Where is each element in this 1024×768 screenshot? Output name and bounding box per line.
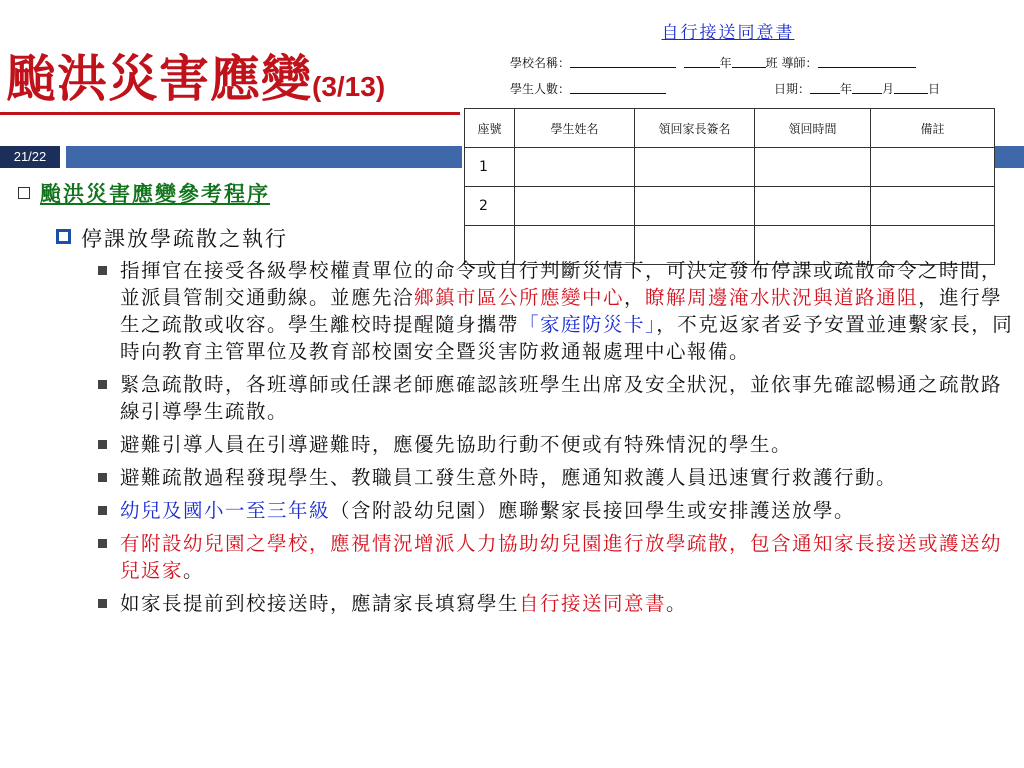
column-header: 學生姓名 bbox=[515, 109, 635, 148]
list-item: 指揮官在接受各級學校權責單位的命令或自行判斷災情下，可決定發布停課或疏散命令之時間，並派員管制交通動線。並應先洽鄉鎮市區公所應變中心，瞭解周邊淹水狀況與道路通阻，進行學生之疏散或收容。學生離校時提醒隨身攜帶「家庭防災卡」，不克返家者妥予安置並連繫家長，同時向教育主管單位及教育部校園安全暨災害防救通報處理中心報備。 bbox=[94, 257, 1014, 365]
consent-form bbox=[462, 10, 994, 262]
month-blank bbox=[852, 81, 882, 94]
section-heading: 颱洪災害應變參考程序 bbox=[18, 178, 270, 208]
table-row bbox=[465, 187, 995, 226]
column-header: 領回家長簽名 bbox=[635, 109, 755, 148]
remark-cell bbox=[871, 187, 995, 226]
subsection-heading: 停課放學疏散之執行 bbox=[56, 223, 288, 253]
list-item: 緊急疏散時，各班導師或任課老師應確認該班學生出席及安全狀況，並依事先確認暢通之疏散路線引導學生疏散。 bbox=[94, 371, 1014, 425]
school-label: 學校名稱： bbox=[510, 56, 571, 70]
day-blank bbox=[894, 81, 928, 94]
column-header: 座號 bbox=[465, 109, 515, 148]
list-item: 避難引導人員在引導避難時，應優先協助行動不便或有特殊情況的學生。 bbox=[94, 431, 1014, 458]
slide-title-suffix: (3/13) bbox=[312, 71, 386, 102]
form-table bbox=[464, 108, 995, 265]
teacher-label: 導師： bbox=[781, 56, 818, 70]
seat-number-cell: 2 bbox=[465, 187, 515, 226]
teacher-blank bbox=[818, 55, 916, 68]
list-item: 避難疏散過程發現學生、教職員工發生意外時，應通知救護人員迅速實行救護行動。 bbox=[94, 464, 1014, 491]
grade-blank bbox=[684, 55, 720, 68]
time-cell bbox=[755, 187, 871, 226]
school-blank bbox=[570, 55, 676, 68]
page-number: 21/22 bbox=[0, 146, 60, 168]
form-title: 自行接送同意書 bbox=[661, 23, 795, 43]
name-cell bbox=[515, 148, 635, 187]
name-cell bbox=[515, 187, 635, 226]
seat-number-cell: 1 bbox=[465, 148, 515, 187]
form-row-count bbox=[510, 80, 666, 97]
signature-cell bbox=[635, 148, 755, 187]
list-item: 幼兒及國小一至三年級（含附設幼兒園）應聯繫家長接回學生或安排護送放學。 bbox=[94, 497, 1014, 524]
list-item: 有附設幼兒園之學校，應視情況增派人力協助幼兒園進行放學疏散，包含通知家長接送或護送幼兒返家。 bbox=[94, 530, 1014, 584]
hollow-square-icon bbox=[18, 187, 30, 199]
blue-square-icon bbox=[56, 229, 71, 244]
form-row-school bbox=[510, 54, 916, 71]
band-divider bbox=[60, 146, 66, 168]
column-header: 領回時間 bbox=[755, 109, 871, 148]
list-item: 如家長提前到校接送時，應請家長填寫學生自行接送同意書。 bbox=[94, 590, 1014, 617]
year-blank bbox=[810, 81, 840, 94]
signature-cell bbox=[635, 187, 755, 226]
time-cell bbox=[755, 148, 871, 187]
table-row bbox=[465, 148, 995, 187]
slide-title: 颱洪災害應變(3/13) bbox=[6, 49, 386, 108]
grade-unit: 年 bbox=[719, 56, 732, 70]
count-label: 學生人數： bbox=[510, 82, 571, 96]
procedure-list bbox=[94, 257, 1014, 623]
form-table-header bbox=[465, 109, 995, 148]
date-label: 日期： bbox=[774, 82, 811, 96]
title-underline bbox=[0, 112, 460, 115]
day-unit: 日 bbox=[928, 82, 941, 96]
year-unit: 年 bbox=[840, 82, 853, 96]
month-unit: 月 bbox=[882, 82, 895, 96]
class-blank bbox=[732, 55, 766, 68]
remark-cell bbox=[871, 148, 995, 187]
column-header: 備註 bbox=[871, 109, 995, 148]
form-row-date bbox=[774, 80, 940, 97]
count-blank bbox=[570, 81, 666, 94]
class-unit: 班 bbox=[765, 56, 778, 70]
